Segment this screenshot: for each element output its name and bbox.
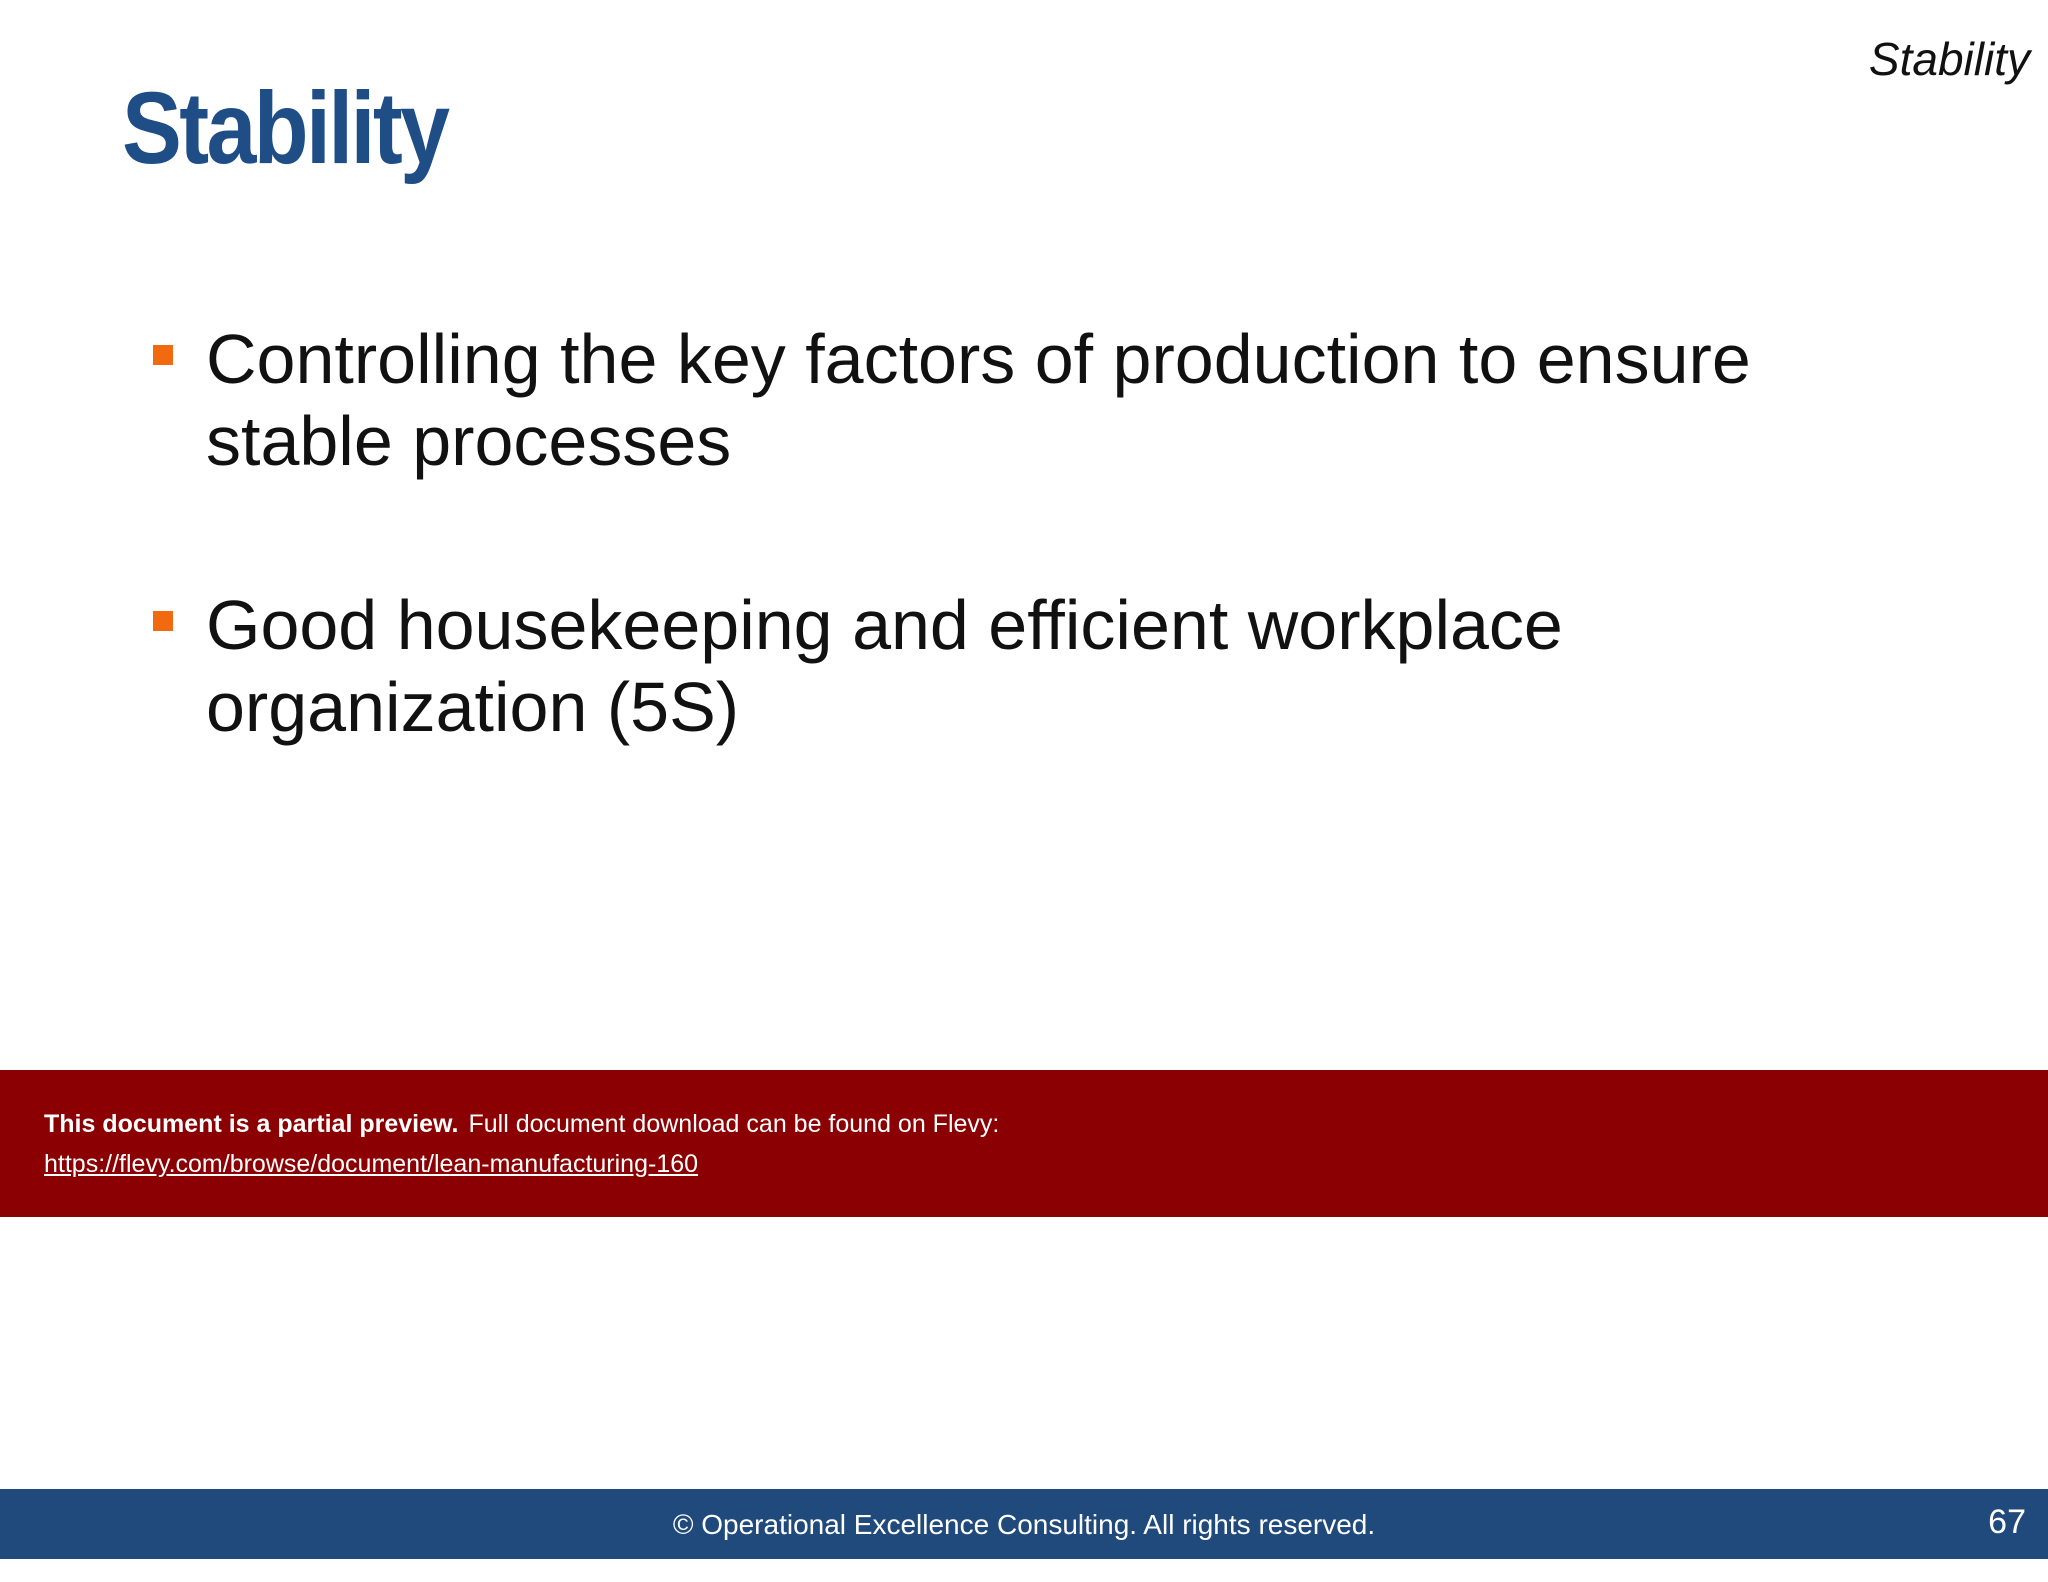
preview-notice: This document is a partial preview.	[44, 1110, 459, 1138]
bullet-list	[150, 318, 1950, 850]
preview-banner	[0, 1070, 2048, 1217]
square-bullet-icon	[153, 611, 173, 631]
bullet-text: Controlling the key factors of production to ensure stable processes	[206, 320, 1751, 480]
bullet-item	[150, 318, 1950, 482]
bullet-text: Good housekeeping and efficient workplace organization (5S)	[206, 586, 1563, 746]
preview-message	[44, 1110, 999, 1139]
section-label: Stability	[1868, 33, 2030, 85]
preview-description: Full document download can be found on Flevy:	[468, 1110, 1000, 1138]
page-number: 67	[1988, 1503, 2026, 1541]
bullet-item	[150, 584, 1950, 748]
document-link[interactable]: https://flevy.com/browse/document/lean-manufacturing-160	[44, 1150, 699, 1178]
square-bullet-icon	[153, 345, 173, 365]
copyright-text: © Operational Excellence Consulting. All rights reserved.	[672, 1509, 1376, 1540]
slide-title: Stability	[122, 71, 448, 185]
footer-bar	[0, 1489, 2048, 1559]
